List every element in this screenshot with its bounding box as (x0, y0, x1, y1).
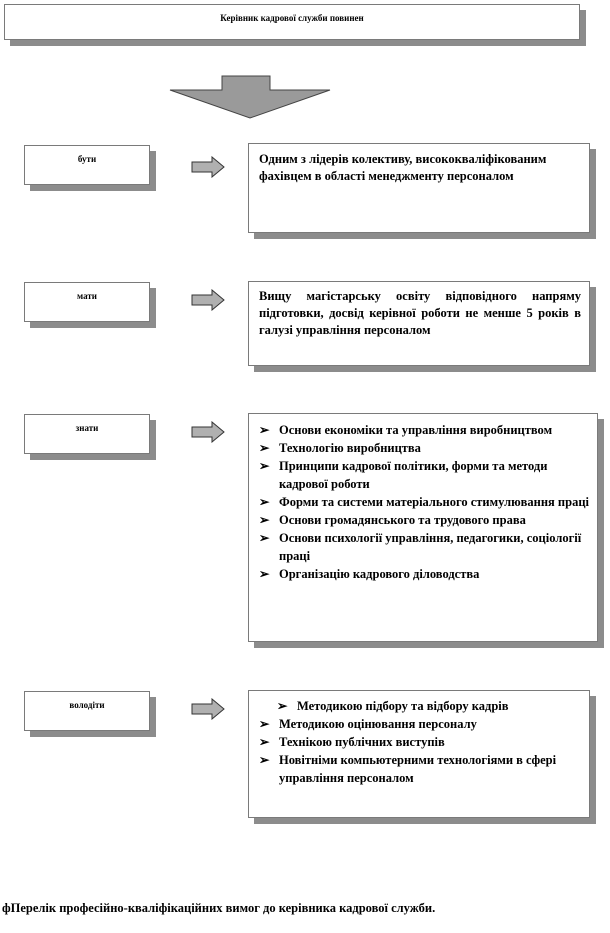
key-box-znaty (24, 414, 150, 454)
list-item (253, 751, 581, 787)
list-item (253, 511, 589, 529)
list-item (253, 565, 589, 583)
list-item-text: Основи економіки та управління виробництвом (279, 423, 553, 437)
key-label: володіти (69, 700, 105, 710)
arrow-bullet-icon: ➢ (259, 717, 270, 731)
key-label: бути (77, 154, 97, 164)
list-item (253, 439, 589, 457)
list-item-text: Методикою підбору та відбору кадрів (297, 699, 509, 713)
list-item (253, 715, 581, 733)
arrow-bullet-icon: ➢ (259, 753, 270, 767)
content-box-volodity (248, 690, 590, 818)
key-label: мати (77, 291, 97, 301)
content-box-buty (248, 143, 590, 233)
key-box-volodity (24, 691, 150, 731)
list-item (253, 529, 589, 565)
content-box-maty (248, 281, 590, 366)
list-item (253, 457, 589, 493)
list-item-text: Основи громадянського та трудового права (279, 513, 526, 527)
content-text: Одним з лідерів колективу, висококваліфікованим фахівцем в області менеджменту персоналом (259, 152, 547, 183)
content-text: Вищу магістарську освіту відповідного напряму підготовки, досвід керівної роботи не менше 5 років в галузі управління персоналом (259, 289, 581, 337)
list-item-text: Новітніми компьютерними технологіями в сфері управління персоналом (279, 753, 557, 785)
down-arrow-icon (160, 74, 340, 122)
arrow-bullet-icon: ➢ (259, 441, 270, 455)
list-item (253, 733, 581, 751)
right-arrow-icon (191, 289, 225, 311)
list-item-text: Форми та системи матеріального стимулювання праці (279, 495, 590, 509)
title-box (4, 4, 580, 40)
arrow-bullet-icon: ➢ (259, 531, 270, 545)
list-item-text: Технологію виробництва (279, 441, 421, 455)
right-arrow-icon (191, 698, 225, 720)
arrow-bullet-icon: ➢ (259, 459, 270, 473)
list-item (271, 697, 581, 715)
key-box-buty (24, 145, 150, 185)
list-item (253, 421, 589, 439)
arrow-bullet-icon: ➢ (259, 513, 270, 527)
right-arrow-icon (191, 156, 225, 178)
title-text: Керівник кадрової служби повинен (220, 13, 364, 23)
arrow-bullet-icon: ➢ (259, 567, 270, 581)
list-item-text: Технікою публічних виступів (279, 735, 445, 749)
list-item-text: Основи психології управління, педагогики, соціології праці (279, 531, 582, 563)
content-box-znaty (248, 413, 598, 642)
list-item-text: Організацію кадрового діловодства (279, 567, 480, 581)
right-arrow-icon (191, 421, 225, 443)
list-item-text: Принципи кадрової політики, форми та методи кадрової роботи (279, 459, 548, 491)
arrow-bullet-icon: ➢ (259, 495, 270, 509)
arrow-bullet-icon: ➢ (277, 699, 288, 713)
arrow-bullet-icon: ➢ (259, 735, 270, 749)
knowledge-list (253, 421, 589, 583)
arrow-bullet-icon: ➢ (259, 423, 270, 437)
key-box-maty (24, 282, 150, 322)
key-label: знати (75, 423, 99, 433)
list-item (253, 493, 589, 511)
figure-caption: фПерелік професійно-кваліфікаційних вимог до керівника кадрової служби. (2, 901, 436, 915)
skills-list (253, 697, 581, 787)
list-item-text: Методикою оцінювання персоналу (279, 717, 477, 731)
